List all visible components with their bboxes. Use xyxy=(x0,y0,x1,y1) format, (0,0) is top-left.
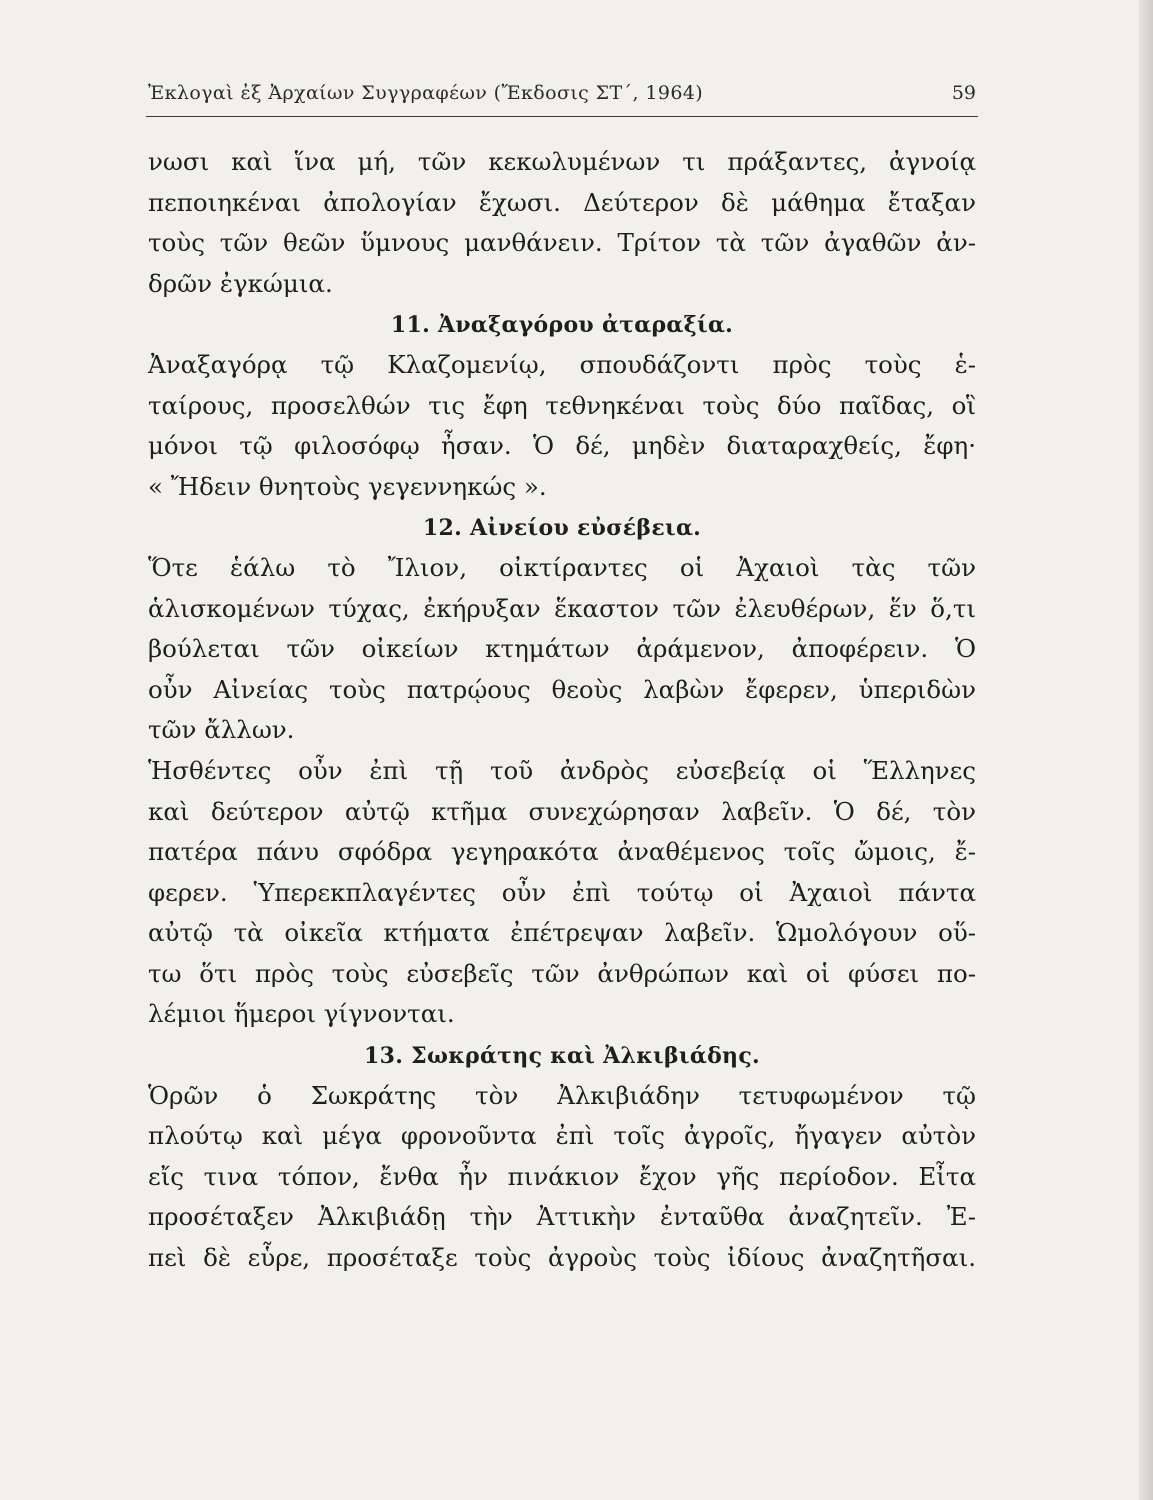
text-line: Ὁρῶν ὁ Σωκράτης τὸν Ἀλκιβιάδην τετυφωμένον τῷ xyxy=(148,1080,976,1110)
text-line: πλούτῳ καὶ μέγα φρονοῦντα ἐπὶ τοῖς ἀγροῖς, ἤγαγεν αὐτὸν xyxy=(148,1121,976,1151)
text-line: αὐτῷ τὰ οἰκεῖα κτήματα ἐπέτρεψαν λαβεῖν. Ὡμολόγουν οὕ- xyxy=(148,918,976,948)
text-line: τω ὅτι πρὸς τοὺς εὐσεβεῖς τῶν ἀνθρώπων καὶ οἱ φύσει πο- xyxy=(148,958,976,988)
text-line: νωσι καὶ ἵνα μή, τῶν κεκωλυμένων τι πράξαντες, ἀγνοίᾳ xyxy=(148,147,976,176)
header-rule xyxy=(146,116,978,117)
text-line: φερεν. Ὑπερεκπλαγέντες οὖν ἐπὶ τούτῳ οἱ Ἀχαιοὶ πάντα xyxy=(148,877,976,907)
text-line: μόνοι τῷ φιλοσόφῳ ἦσαν. Ὁ δέ, μηδὲν διαταραχθείς, ἔφη· xyxy=(148,431,976,461)
page-edge-shadow xyxy=(1139,0,1153,1500)
text-line: πεποιηκέναι ἀπολογίαν ἔχωσι. Δεύτερον δὲ μάθημα ἔταξαν xyxy=(148,187,976,217)
text-line: οὖν Αἰνείας τοὺς πατρῴους θεοὺς λαβὼν ἔφερεν, ὑπεριδὼν xyxy=(148,674,976,704)
page-number: 59 xyxy=(951,82,976,104)
text-line: καὶ δεύτερον αὐτῷ κτῆμα συνεχώρησαν λαβεῖν. Ὁ δέ, τὸν xyxy=(148,796,976,826)
text-line: προσέταξεν Ἀλκιβιάδῃ τὴν Ἀττικὴν ἐνταῦθα ἀναζητεῖν. Ἐ- xyxy=(148,1202,976,1232)
text-line: « Ἤδειν θνητοὺς γεγεννηκώς ». xyxy=(148,471,547,501)
text-line: δρῶν ἐγκώμια. xyxy=(148,268,333,298)
section-heading: 13. Σωκράτης καὶ Ἀλκιβιάδης. xyxy=(364,1043,760,1070)
body-text xyxy=(148,142,976,1279)
text-line: τῶν ἄλλων. xyxy=(148,715,295,745)
running-header xyxy=(148,80,976,114)
text-line: ταίρους, προσελθών τις ἔφη τεθνηκέναι τοὺς δύο παῖδας, οἳ xyxy=(148,390,976,420)
text-line: Ἡσθέντες οὖν ἐπὶ τῇ τοῦ ἀνδρὸς εὐσεβείᾳ οἱ Ἕλληνες xyxy=(148,755,976,785)
section-heading: 11. Ἀναξαγόρου ἀταραξία. xyxy=(390,312,734,339)
text-line: λέμιοι ἥμεροι γίγνονται. xyxy=(148,999,455,1029)
text-line: πεὶ δὲ εὗρε, προσέταξε τοὺς ἀγροὺς τοὺς ἰδίους ἀναζητῆσαι. xyxy=(148,1243,976,1273)
section-heading: 12. Αἰνείου εὐσέβεια. xyxy=(422,515,702,542)
text-line: βούλεται τῶν οἰκείων κτημάτων ἀράμενον, ἀποφέρειν. Ὁ xyxy=(148,634,976,664)
text-line: Ἀναξαγόρᾳ τῷ Κλαζομενίῳ, σπουδάζοντι πρὸς τοὺς ἑ- xyxy=(148,349,976,379)
text-line: εἴς τινα τόπον, ἔνθα ἦν πινάκιον ἔχον γῆς περίοδον. Εἶτα xyxy=(148,1161,976,1191)
text-line: Ὅτε ἑάλω τὸ Ἴλιον, οἰκτίραντες οἱ Ἀχαιοὶ τὰς τῶν xyxy=(148,552,976,582)
running-title: Ἐκλογαὶ ἐξ Ἀρχαίων Συγγραφέων (Ἔκδοσις ΣΤ΄, 1964) xyxy=(148,82,704,104)
text-line: πατέρα πάνυ σφόδρα γεγηρακότα ἀναθέμενος τοῖς ὤμοις, ἔ- xyxy=(148,837,976,867)
text-line: ἁλισκομένων τύχας, ἐκήρυξαν ἕκαστον τῶν ἐλευθέρων, ἕν ὅ,τι xyxy=(148,593,976,623)
text-line: τοὺς τῶν θεῶν ὕμνους μανθάνειν. Τρίτον τὰ τῶν ἀγαθῶν ἀν- xyxy=(148,228,976,258)
